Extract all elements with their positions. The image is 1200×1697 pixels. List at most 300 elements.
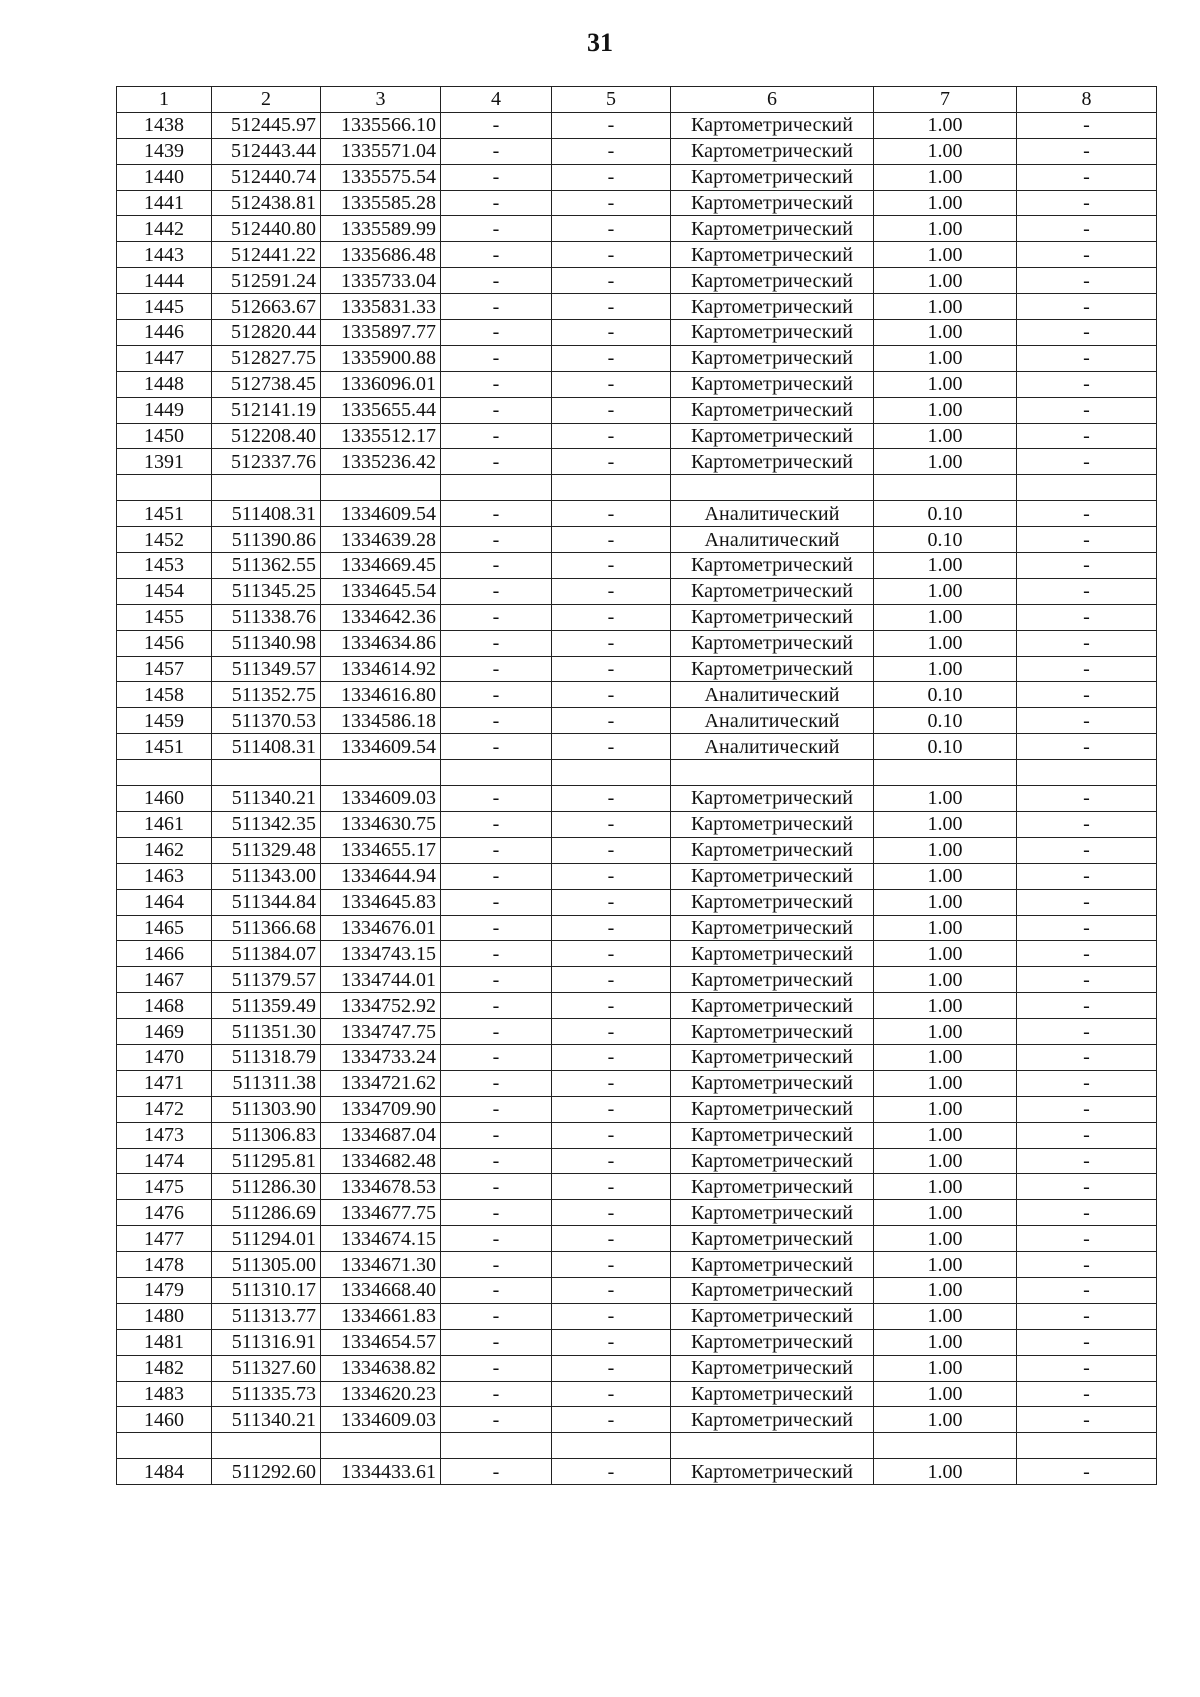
cell-col-8: - (1017, 242, 1157, 268)
cell-col-8: - (1017, 889, 1157, 915)
table-row (117, 682, 1157, 708)
cell-col-8: - (1017, 501, 1157, 527)
cell-accuracy (874, 1433, 1017, 1459)
cell-col-5: - (552, 604, 671, 630)
cell-accuracy: 1.00 (874, 1200, 1017, 1226)
cell-coord-x: 511318.79 (212, 1044, 321, 1070)
cell-method: Картометрический (671, 268, 874, 294)
cell-col-5: - (552, 708, 671, 734)
cell-col-5 (552, 475, 671, 501)
cell-coord-y (321, 760, 441, 786)
table-separator-row (117, 475, 1157, 501)
table-row (117, 423, 1157, 449)
cell-coord-y: 1334609.03 (321, 786, 441, 812)
cell-coord-y: 1336096.01 (321, 371, 441, 397)
table-row (117, 138, 1157, 164)
table-row (117, 656, 1157, 682)
cell-col-5: - (552, 786, 671, 812)
cell-col-5: - (552, 967, 671, 993)
cell-col-5: - (552, 811, 671, 837)
table-row (117, 1226, 1157, 1252)
cell-accuracy: 1.00 (874, 1122, 1017, 1148)
table-row (117, 604, 1157, 630)
cell-coord-x: 512443.44 (212, 138, 321, 164)
cell-method: Картометрический (671, 630, 874, 656)
cell-method: Аналитический (671, 682, 874, 708)
cell-col-4: - (441, 837, 552, 863)
cell-col-5: - (552, 423, 671, 449)
table-row (117, 630, 1157, 656)
cell-coord-y: 1335575.54 (321, 164, 441, 190)
cell-col-5: - (552, 527, 671, 553)
cell-coord-y: 1334687.04 (321, 1122, 441, 1148)
cell-col-8: - (1017, 397, 1157, 423)
cell-point-number: 1467 (117, 967, 212, 993)
table-row (117, 889, 1157, 915)
cell-point-number: 1484 (117, 1459, 212, 1485)
cell-col-8: - (1017, 708, 1157, 734)
cell-col-4: - (441, 604, 552, 630)
cell-col-5: - (552, 1200, 671, 1226)
cell-col-8: - (1017, 527, 1157, 553)
cell-point-number: 1473 (117, 1122, 212, 1148)
cell-accuracy (874, 475, 1017, 501)
cell-method: Картометрический (671, 449, 874, 475)
cell-coord-x: 511286.69 (212, 1200, 321, 1226)
cell-point-number: 1479 (117, 1277, 212, 1303)
cell-method: Картометрический (671, 811, 874, 837)
cell-col-4: - (441, 811, 552, 837)
cell-col-8: - (1017, 1148, 1157, 1174)
cell-col-5: - (552, 1226, 671, 1252)
cell-col-4: - (441, 320, 552, 346)
cell-coord-y: 1334709.90 (321, 1096, 441, 1122)
cell-point-number: 1451 (117, 501, 212, 527)
cell-point-number: 1450 (117, 423, 212, 449)
cell-coord-x (212, 475, 321, 501)
cell-method: Картометрический (671, 164, 874, 190)
cell-col-8: - (1017, 1355, 1157, 1381)
table-row (117, 1148, 1157, 1174)
cell-accuracy: 1.00 (874, 268, 1017, 294)
cell-col-8: - (1017, 112, 1157, 138)
cell-col-4: - (441, 423, 552, 449)
table-row (117, 112, 1157, 138)
cell-col-4: - (441, 1252, 552, 1278)
cell-coord-y: 1334733.24 (321, 1044, 441, 1070)
cell-col-5: - (552, 1329, 671, 1355)
cell-point-number: 1449 (117, 397, 212, 423)
cell-coord-y: 1335655.44 (321, 397, 441, 423)
cell-coord-y: 1334645.54 (321, 578, 441, 604)
cell-point-number: 1448 (117, 371, 212, 397)
cell-col-4: - (441, 371, 552, 397)
cell-col-8: - (1017, 1407, 1157, 1433)
table-row (117, 164, 1157, 190)
cell-method: Картометрический (671, 397, 874, 423)
cell-coord-x: 511305.00 (212, 1252, 321, 1278)
table-row (117, 1407, 1157, 1433)
cell-method: Картометрический (671, 1019, 874, 1045)
cell-point-number: 1438 (117, 112, 212, 138)
cell-col-4: - (441, 345, 552, 371)
cell-method: Картометрический (671, 578, 874, 604)
cell-coord-y: 1334661.83 (321, 1303, 441, 1329)
table-body (117, 112, 1157, 1484)
cell-method: Картометрический (671, 553, 874, 579)
cell-accuracy: 1.00 (874, 1355, 1017, 1381)
cell-method: Картометрический (671, 889, 874, 915)
cell-coord-y: 1334630.75 (321, 811, 441, 837)
cell-col-8: - (1017, 967, 1157, 993)
cell-method: Картометрический (671, 1174, 874, 1200)
cell-point-number: 1439 (117, 138, 212, 164)
cell-coord-x (212, 760, 321, 786)
cell-accuracy: 1.00 (874, 630, 1017, 656)
cell-coord-x: 511311.38 (212, 1070, 321, 1096)
cell-col-4: - (441, 138, 552, 164)
table-row (117, 1355, 1157, 1381)
cell-col-8: - (1017, 1381, 1157, 1407)
cell-method: Картометрический (671, 915, 874, 941)
table-header-row (117, 87, 1157, 113)
cell-coord-x: 511306.83 (212, 1122, 321, 1148)
cell-method: Картометрический (671, 604, 874, 630)
cell-point-number: 1476 (117, 1200, 212, 1226)
table-row (117, 1329, 1157, 1355)
cell-col-4: - (441, 1303, 552, 1329)
cell-point-number: 1443 (117, 242, 212, 268)
cell-col-4: - (441, 786, 552, 812)
cell-col-8: - (1017, 682, 1157, 708)
cell-point-number: 1441 (117, 190, 212, 216)
cell-point-number: 1466 (117, 941, 212, 967)
cell-coord-x: 512820.44 (212, 320, 321, 346)
cell-col-8: - (1017, 993, 1157, 1019)
column-header-5: 5 (552, 87, 671, 113)
table-separator-row (117, 760, 1157, 786)
cell-point-number: 1464 (117, 889, 212, 915)
cell-col-4: - (441, 1070, 552, 1096)
cell-coord-x: 511345.25 (212, 578, 321, 604)
cell-col-8: - (1017, 941, 1157, 967)
cell-coord-x: 511379.57 (212, 967, 321, 993)
table-row (117, 811, 1157, 837)
cell-method: Аналитический (671, 527, 874, 553)
cell-col-8: - (1017, 294, 1157, 320)
cell-coord-y: 1334616.80 (321, 682, 441, 708)
cell-coord-x: 511390.86 (212, 527, 321, 553)
table-row (117, 1381, 1157, 1407)
cell-point-number (117, 475, 212, 501)
cell-coord-x: 512591.24 (212, 268, 321, 294)
cell-col-5: - (552, 320, 671, 346)
cell-accuracy: 1.00 (874, 967, 1017, 993)
table-row (117, 268, 1157, 294)
cell-coord-y: 1334644.94 (321, 863, 441, 889)
cell-col-4: - (441, 1407, 552, 1433)
cell-col-8: - (1017, 1252, 1157, 1278)
cell-col-4: - (441, 216, 552, 242)
cell-method (671, 1433, 874, 1459)
cell-coord-y: 1335733.04 (321, 268, 441, 294)
cell-col-5: - (552, 941, 671, 967)
table-row (117, 1303, 1157, 1329)
cell-method (671, 760, 874, 786)
cell-col-5: - (552, 1252, 671, 1278)
cell-point-number: 1452 (117, 527, 212, 553)
cell-point-number: 1446 (117, 320, 212, 346)
cell-col-4: - (441, 630, 552, 656)
table-row (117, 1122, 1157, 1148)
cell-col-4: - (441, 1044, 552, 1070)
cell-accuracy: 1.00 (874, 1407, 1017, 1433)
cell-col-4: - (441, 164, 552, 190)
cell-method: Картометрический (671, 1381, 874, 1407)
cell-coord-x: 512440.80 (212, 216, 321, 242)
cell-col-4: - (441, 1096, 552, 1122)
cell-coord-y: 1335897.77 (321, 320, 441, 346)
cell-coord-y: 1334676.01 (321, 915, 441, 941)
cell-coord-x: 512208.40 (212, 423, 321, 449)
cell-accuracy: 1.00 (874, 242, 1017, 268)
cell-col-5: - (552, 449, 671, 475)
table-row (117, 397, 1157, 423)
cell-accuracy: 1.00 (874, 1019, 1017, 1045)
table-row (117, 786, 1157, 812)
cell-col-8: - (1017, 423, 1157, 449)
column-header-6: 6 (671, 87, 874, 113)
cell-method: Картометрический (671, 371, 874, 397)
cell-accuracy: 1.00 (874, 1277, 1017, 1303)
cell-col-4: - (441, 190, 552, 216)
cell-coord-y: 1334433.61 (321, 1459, 441, 1485)
cell-col-5: - (552, 1019, 671, 1045)
cell-col-8: - (1017, 449, 1157, 475)
cell-col-5: - (552, 837, 671, 863)
cell-col-4: - (441, 1355, 552, 1381)
cell-coord-y: 1335831.33 (321, 294, 441, 320)
cell-coord-x: 511340.98 (212, 630, 321, 656)
cell-accuracy (874, 760, 1017, 786)
cell-col-5 (552, 760, 671, 786)
table-row (117, 734, 1157, 760)
cell-method: Аналитический (671, 734, 874, 760)
cell-method: Картометрический (671, 294, 874, 320)
cell-col-4: - (441, 889, 552, 915)
cell-coord-y: 1334752.92 (321, 993, 441, 1019)
cell-col-4: - (441, 1148, 552, 1174)
cell-method: Картометрический (671, 1148, 874, 1174)
cell-col-8: - (1017, 1277, 1157, 1303)
cell-col-5: - (552, 501, 671, 527)
cell-col-4: - (441, 1174, 552, 1200)
cell-accuracy: 1.00 (874, 837, 1017, 863)
cell-coord-y: 1334671.30 (321, 1252, 441, 1278)
table-separator-row (117, 1433, 1157, 1459)
column-header-3: 3 (321, 87, 441, 113)
cell-point-number: 1453 (117, 553, 212, 579)
table-row (117, 1174, 1157, 1200)
table-row (117, 501, 1157, 527)
cell-accuracy: 1.00 (874, 1174, 1017, 1200)
cell-accuracy: 1.00 (874, 320, 1017, 346)
cell-method: Картометрический (671, 1200, 874, 1226)
cell-method: Картометрический (671, 1096, 874, 1122)
cell-coord-y: 1334747.75 (321, 1019, 441, 1045)
cell-point-number: 1451 (117, 734, 212, 760)
cell-accuracy: 1.00 (874, 164, 1017, 190)
cell-col-4: - (441, 863, 552, 889)
cell-col-8: - (1017, 1096, 1157, 1122)
cell-coord-y: 1334620.23 (321, 1381, 441, 1407)
cell-col-5: - (552, 915, 671, 941)
cell-method: Картометрический (671, 786, 874, 812)
cell-col-5: - (552, 216, 671, 242)
cell-col-5: - (552, 190, 671, 216)
cell-method: Картометрический (671, 1277, 874, 1303)
cell-col-4: - (441, 1381, 552, 1407)
cell-col-4: - (441, 1122, 552, 1148)
cell-coord-y: 1334642.36 (321, 604, 441, 630)
cell-col-4 (441, 1433, 552, 1459)
cell-coord-x: 511351.30 (212, 1019, 321, 1045)
cell-coord-x: 512827.75 (212, 345, 321, 371)
cell-accuracy: 1.00 (874, 112, 1017, 138)
cell-col-4: - (441, 1200, 552, 1226)
cell-col-8: - (1017, 578, 1157, 604)
cell-coord-y: 1334638.82 (321, 1355, 441, 1381)
table-row (117, 1200, 1157, 1226)
cell-col-5: - (552, 242, 671, 268)
table-row (117, 837, 1157, 863)
cell-method: Картометрический (671, 993, 874, 1019)
table-row (117, 449, 1157, 475)
cell-col-8: - (1017, 1459, 1157, 1485)
cell-accuracy: 1.00 (874, 1148, 1017, 1174)
cell-coord-y: 1335900.88 (321, 345, 441, 371)
cell-col-5: - (552, 1355, 671, 1381)
cell-method: Картометрический (671, 190, 874, 216)
cell-coord-y: 1334634.86 (321, 630, 441, 656)
cell-col-8: - (1017, 1329, 1157, 1355)
cell-accuracy: 1.00 (874, 1252, 1017, 1278)
cell-col-4: - (441, 993, 552, 1019)
table-row (117, 708, 1157, 734)
cell-col-4: - (441, 915, 552, 941)
cell-point-number: 1391 (117, 449, 212, 475)
cell-coord-y: 1334721.62 (321, 1070, 441, 1096)
cell-point-number: 1461 (117, 811, 212, 837)
cell-col-4: - (441, 242, 552, 268)
cell-col-8: - (1017, 734, 1157, 760)
table-row (117, 371, 1157, 397)
cell-col-5: - (552, 1303, 671, 1329)
cell-coord-y: 1335512.17 (321, 423, 441, 449)
cell-accuracy: 1.00 (874, 423, 1017, 449)
cell-col-8: - (1017, 320, 1157, 346)
cell-method: Картометрический (671, 1355, 874, 1381)
cell-col-8: - (1017, 630, 1157, 656)
table-row (117, 190, 1157, 216)
table-row (117, 1096, 1157, 1122)
table-row (117, 1070, 1157, 1096)
cell-method: Картометрический (671, 967, 874, 993)
cell-accuracy: 1.00 (874, 1070, 1017, 1096)
cell-method: Картометрический (671, 1459, 874, 1485)
cell-accuracy: 1.00 (874, 553, 1017, 579)
cell-col-8: - (1017, 837, 1157, 863)
cell-accuracy: 1.00 (874, 1459, 1017, 1485)
cell-coord-x: 511310.17 (212, 1277, 321, 1303)
cell-col-5: - (552, 1459, 671, 1485)
cell-col-4: - (441, 734, 552, 760)
cell-method: Картометрический (671, 1044, 874, 1070)
cell-accuracy: 1.00 (874, 371, 1017, 397)
cell-coord-y: 1335686.48 (321, 242, 441, 268)
cell-point-number: 1475 (117, 1174, 212, 1200)
column-header-7: 7 (874, 87, 1017, 113)
table-row (117, 1044, 1157, 1070)
cell-col-8: - (1017, 656, 1157, 682)
cell-point-number: 1454 (117, 578, 212, 604)
cell-col-8: - (1017, 268, 1157, 294)
cell-point-number: 1480 (117, 1303, 212, 1329)
cell-point-number: 1460 (117, 1407, 212, 1433)
column-header-8: 8 (1017, 87, 1157, 113)
cell-coord-x: 511342.35 (212, 811, 321, 837)
cell-coord-x: 511303.90 (212, 1096, 321, 1122)
column-header-1: 1 (117, 87, 212, 113)
cell-col-5 (552, 1433, 671, 1459)
cell-accuracy: 0.10 (874, 682, 1017, 708)
cell-col-4: - (441, 1329, 552, 1355)
cell-coord-y: 1334654.57 (321, 1329, 441, 1355)
coordinates-table (116, 86, 1157, 1485)
cell-accuracy: 1.00 (874, 889, 1017, 915)
cell-coord-x: 511349.57 (212, 656, 321, 682)
table-row (117, 941, 1157, 967)
cell-point-number: 1455 (117, 604, 212, 630)
cell-col-5: - (552, 268, 671, 294)
cell-col-8: - (1017, 786, 1157, 812)
cell-coord-x: 511366.68 (212, 915, 321, 941)
column-header-2: 2 (212, 87, 321, 113)
cell-col-5: - (552, 1407, 671, 1433)
cell-col-5: - (552, 112, 671, 138)
cell-col-4: - (441, 1019, 552, 1045)
cell-point-number: 1471 (117, 1070, 212, 1096)
cell-method: Картометрический (671, 941, 874, 967)
cell-accuracy: 1.00 (874, 656, 1017, 682)
cell-accuracy: 0.10 (874, 734, 1017, 760)
cell-point-number: 1472 (117, 1096, 212, 1122)
cell-col-5: - (552, 656, 671, 682)
cell-col-5: - (552, 1277, 671, 1303)
cell-method: Картометрический (671, 112, 874, 138)
cell-point-number: 1462 (117, 837, 212, 863)
cell-coord-y: 1334645.83 (321, 889, 441, 915)
cell-method: Картометрический (671, 138, 874, 164)
cell-coord-x: 511408.31 (212, 501, 321, 527)
cell-coord-x: 512441.22 (212, 242, 321, 268)
cell-accuracy: 1.00 (874, 1226, 1017, 1252)
cell-col-5: - (552, 1044, 671, 1070)
cell-col-8 (1017, 760, 1157, 786)
cell-col-5: - (552, 345, 671, 371)
cell-point-number: 1445 (117, 294, 212, 320)
cell-col-4: - (441, 294, 552, 320)
